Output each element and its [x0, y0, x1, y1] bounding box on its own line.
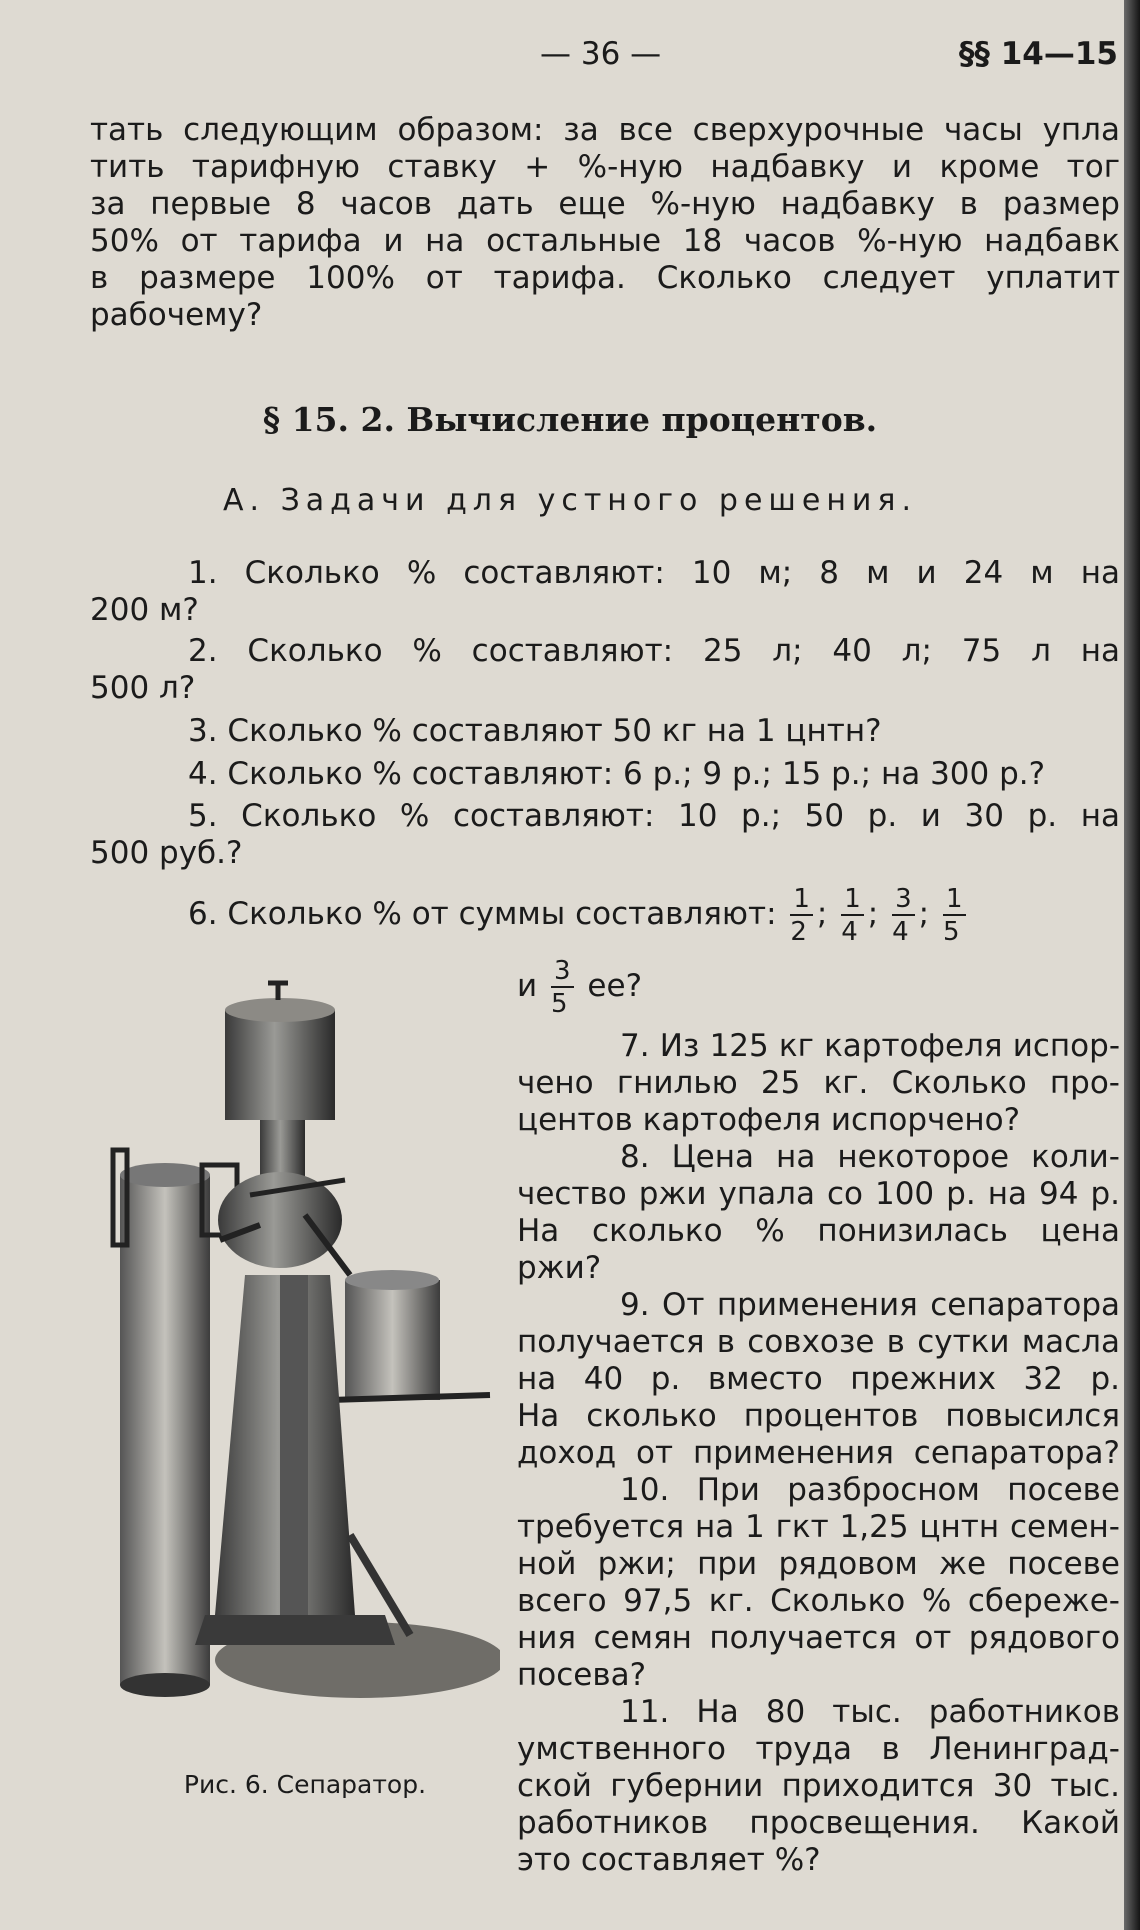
column-text-line: ской губернии приходится 30 тыс.: [517, 1768, 1120, 1804]
column-text-line: чество ржи упала со 100 р. на 94 р.: [517, 1176, 1120, 1212]
column-text-line: доход от применения сепаратора?: [517, 1435, 1120, 1471]
problem-4: 4. Сколько % составляют: 6 р.; 9 р.; 15 р.; на 300 р.?: [188, 756, 1046, 792]
text-line: за первые 8 часов дать еще %-ную надбавку в размер: [90, 186, 1120, 222]
section-title: § 15. 2. Вычисление процентов.: [262, 400, 878, 439]
separator-illustration: [110, 975, 500, 1715]
column-text-line: получается в совхозе в сутки масла: [517, 1324, 1120, 1360]
column-text-line: ной ржи; при рядовом же посеве: [517, 1546, 1120, 1582]
column-text-line: центов картофеля испорчено?: [517, 1102, 1021, 1138]
page-edge-shadow: [1124, 0, 1140, 1930]
column-text-line: ржи?: [517, 1250, 602, 1286]
column-text-line: требуется на 1 гкт 1,25 цнтн семен-: [517, 1509, 1120, 1545]
problem-2-line-1: 2. Сколько % составляют: 25 л; 40 л; 75 л на: [188, 633, 1120, 669]
column-text-line: посева?: [517, 1657, 647, 1693]
page-header: [0, 36, 1140, 86]
text-line: тать следующим образом: за все сверхурочные часы упла: [90, 112, 1120, 148]
column-text-line: На сколько % понизилась цена: [517, 1213, 1120, 1249]
column-text-line: ния семян получается от рядового: [517, 1620, 1120, 1656]
fraction: $\frac{1}{5}$: [943, 886, 966, 945]
problem-1-line-2: 200 м?: [90, 592, 199, 628]
column-text-line: всего 97,5 кг. Сколько % сбереже-: [517, 1583, 1120, 1619]
column-text-line: 11. На 80 тыс. работников: [620, 1694, 1120, 1730]
column-text-line: 7. Из 125 кг картофеля испор-: [620, 1028, 1120, 1064]
column-text-line: 8. Цена на некоторое коли-: [620, 1139, 1120, 1175]
figure-caption: Рис. 6. Сепаратор.: [183, 1770, 427, 1799]
text-line: тить тарифную ставку + %-ную надбавку и кроме тог: [90, 149, 1120, 185]
column-text-line: работников просвещения. Какой: [517, 1805, 1120, 1841]
column-text-line: 10. При разбросном посеве: [620, 1472, 1120, 1508]
column-text-line: чено гнилью 25 кг. Сколько про-: [517, 1065, 1120, 1101]
text-line: 50% от тарифа и на остальные 18 часов %-ную надбавк: [90, 223, 1120, 259]
section-subtitle: А. Задачи для устного решения.: [222, 483, 918, 518]
column-text-line: На сколько процентов повысился: [517, 1398, 1120, 1434]
problem-6-line-1: 6. Сколько % от суммы составляют: $\frac{1}{2}$ ; $\frac{1}{4}$ ; $\frac{3}{4}$ ; $\frac{1}{5}$: [188, 883, 1120, 953]
problem-5-line-1: 5. Сколько % составляют: 10 р.; 50 р. и 30 р. на: [188, 798, 1120, 834]
column-text-line: умственного труда в Ленинград-: [517, 1731, 1120, 1767]
fraction: $\frac{3}{5}$: [551, 958, 574, 1017]
problem-2-line-2: 500 л?: [90, 670, 196, 706]
fraction: $\frac{1}{2}$: [790, 886, 813, 945]
problem-6-prefix: 6. Сколько % от суммы составляют:: [188, 896, 777, 932]
page-number: — 36 —: [540, 36, 662, 72]
problem-1-line-1: 1. Сколько % составляют: 10 м; 8 м и 24 м на: [188, 555, 1120, 591]
problem-6-line-2: и $\frac{3}{5}$ ее?: [517, 956, 643, 1019]
column-text-line: это составляет %?: [517, 1842, 821, 1878]
problem-3: 3. Сколько % составляют 50 кг на 1 цнтн?: [188, 713, 882, 749]
problem-5-line-2: 500 руб.?: [90, 835, 243, 871]
column-text-line: 9. От применения сепаратора: [620, 1287, 1120, 1323]
column-text-line: на 40 р. вместо прежних 32 р.: [517, 1361, 1120, 1397]
fraction: $\frac{3}{4}$: [892, 886, 915, 945]
section-reference: §§ 14—15: [958, 36, 1118, 72]
fraction: $\frac{1}{4}$: [841, 886, 864, 945]
text-line: рабочему?: [90, 297, 263, 333]
text-line: в размере 100% от тарифа. Сколько следует уплатит: [90, 260, 1120, 296]
